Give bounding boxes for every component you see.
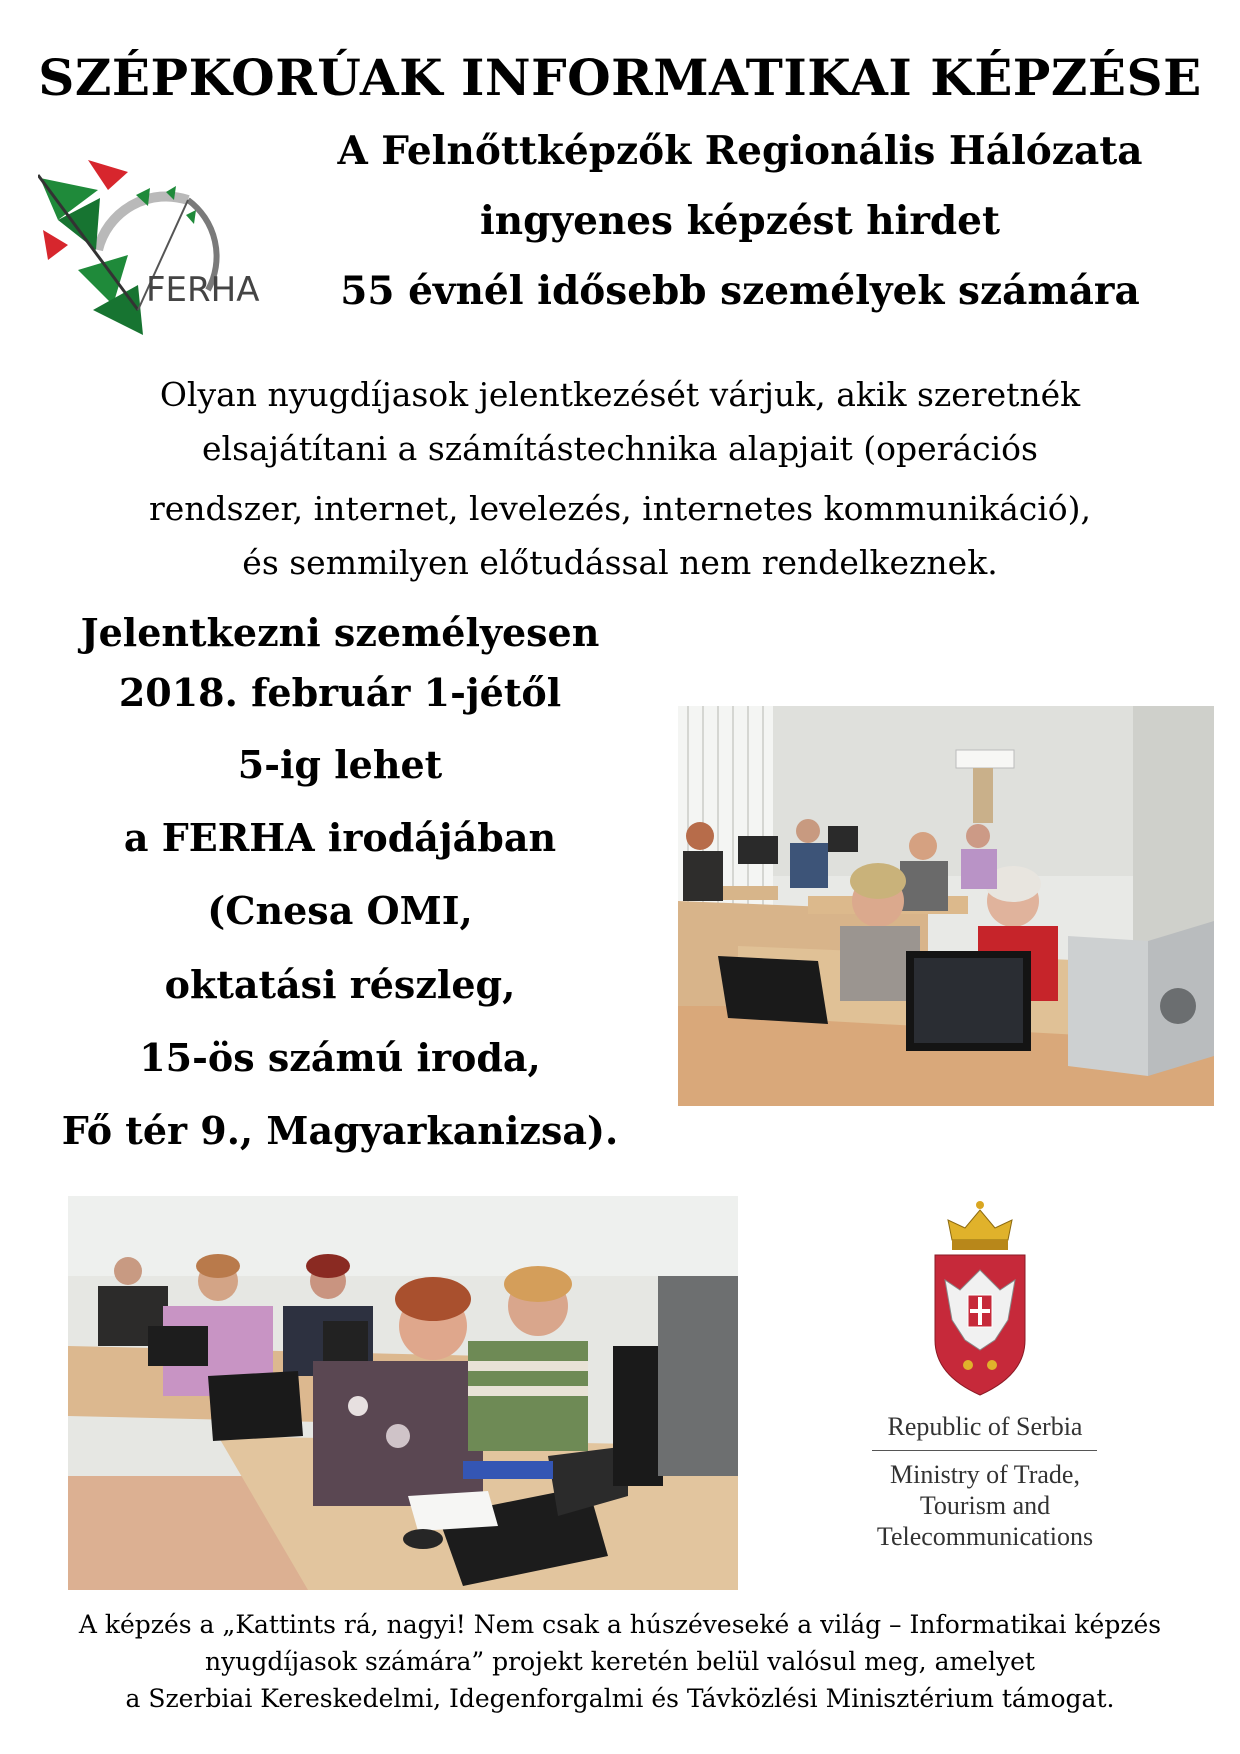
page-title: SZÉPKORÚAK INFORMATIKAI KÉPZÉSE xyxy=(38,48,1202,107)
intro-line: elsajátítani a számítástechnika alapjait (operációs xyxy=(202,429,1038,468)
application-line: 15-ös számú iroda, xyxy=(139,1035,541,1080)
header-line-audience: 55 évnél idősebb személyek számára xyxy=(340,268,1140,314)
header-line-organization: A Felnőttképzők Regionális Hálózata xyxy=(337,128,1143,174)
ferha-logo xyxy=(38,160,278,350)
intro-line: és semmilyen előtudással nem rendelkeznek. xyxy=(242,543,998,582)
ministry-divider xyxy=(872,1450,1097,1451)
application-line: (Cnesa OMI, xyxy=(207,888,473,933)
ministry-name-line: Tourism and xyxy=(919,1491,1051,1520)
footer-line: nyugdíjasok számára” projekt keretén belül valósul meg, amelyet xyxy=(205,1647,1035,1676)
coat-of-arms-icon xyxy=(930,1200,1030,1400)
ministry-name-line: Telecommunications xyxy=(876,1522,1094,1551)
footer-line: a Szerbiai Kereskedelmi, Idegenforgalmi és Távközlési Minisztérium támogat. xyxy=(125,1684,1115,1713)
participants-photo xyxy=(68,1196,738,1590)
serbian-coat-of-arms xyxy=(930,1200,1030,1400)
application-line: 2018. február 1-jétől xyxy=(118,670,562,715)
ministry-name-line: Ministry of Trade, xyxy=(890,1460,1080,1489)
header-line-offer: ingyenes képzést hirdet xyxy=(479,198,1001,244)
application-line: a FERHA irodájában xyxy=(123,815,557,860)
ministry-country: Republic of Serbia xyxy=(887,1412,1083,1441)
intro-paragraph xyxy=(60,368,1180,590)
intro-line: rendszer, internet, levelezés, internetes kommunikáció), xyxy=(148,489,1092,528)
intro-line: Olyan nyugdíjasok jelentkezését várjuk, akik szeretnék xyxy=(159,375,1081,414)
ferha-logo-text: FERHA xyxy=(146,270,260,310)
classroom-photo xyxy=(678,706,1214,1106)
application-line: 5-ig lehet xyxy=(237,742,443,787)
footer-line: A képzés a „Kattints rá, nagyi! Nem csak a húszéveseké a világ – Informatikai képzés xyxy=(78,1610,1162,1639)
application-line: Jelentkezni személyesen xyxy=(80,610,600,655)
ferha-logo-graphic xyxy=(38,160,278,350)
application-line: Fő tér 9., Magyarkanizsa). xyxy=(61,1108,619,1153)
footer-note xyxy=(0,1606,1240,1717)
application-line: oktatási részleg, xyxy=(164,962,516,1007)
